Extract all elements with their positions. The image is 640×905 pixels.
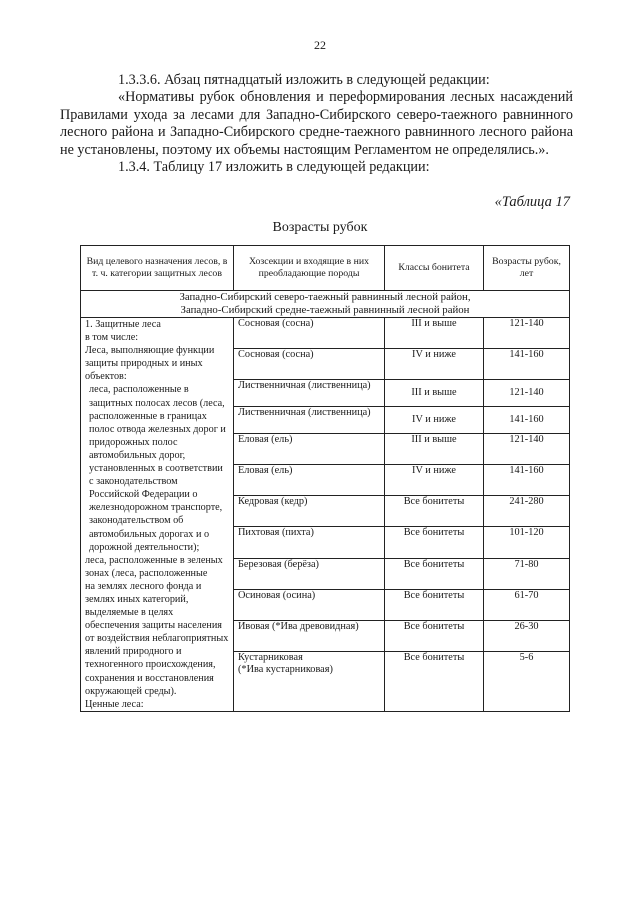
bonitet-cell: IV и ниже	[385, 349, 484, 380]
bonitet-cell: IV и ниже	[385, 407, 484, 434]
paragraph-1336: 1.3.3.6. Абзац пятнадцатый изложить в следующей редакции:	[118, 72, 490, 88]
age-cell: 141-160	[484, 349, 570, 380]
age-cell: 101-120	[484, 527, 570, 558]
region-line-1: Западно-Сибирский северо-таежный равнинный лесной район,	[179, 291, 471, 303]
age-cell: 61-70	[484, 589, 570, 620]
bonitet-cell: Все бонитеты	[385, 527, 484, 558]
age-cell: 121-140	[484, 380, 570, 407]
species-cell: Ивовая (*Ива древовидная)	[234, 620, 385, 651]
bonitet-cell: Все бонитеты	[385, 496, 484, 527]
age-cell: 121-140	[484, 434, 570, 465]
region-cell	[81, 291, 570, 318]
species-cell: Сосновая (сосна)	[234, 349, 385, 380]
species-cell: Березовая (берёза)	[234, 558, 385, 589]
age-cell: 141-160	[484, 465, 570, 496]
purpose-line: с законодательством Российской Федерации о железнодорожном транспорте, законодательством об автомобильных дорогах и о дорожной деятельности);	[89, 476, 223, 553]
bonitet-cell: III и выше	[385, 380, 484, 407]
species-cell: Кедровая (кедр)	[234, 496, 385, 527]
bonitet-cell: Все бонитеты	[385, 620, 484, 651]
species-cell: Еловая (ель)	[234, 465, 385, 496]
cutting-ages-table	[80, 245, 570, 712]
species-cell: Сосновая (сосна)	[234, 318, 385, 349]
paragraph-quote: «Нормативы рубок обновления и переформирования лесных насаждений Правилами ухода за лесами для Западно-Сибирского северо-таежного равнинного лесного района и Западно-Сибирского средне-таежного равнинного лесного района не установлены, поэтому их объемы настоящим Регламентом не определялись.».	[60, 89, 573, 158]
purpose-line: леса, расположенные в защитных полосах лесов (леса, расположенные в границах полос отвода железных дорог и придорожных полос автомобильных дорог, установленных в соответствии	[89, 384, 226, 475]
bonitet-cell: Все бонитеты	[385, 651, 484, 711]
bonitet-cell: III и выше	[385, 434, 484, 465]
table-header-row	[81, 246, 570, 291]
purpose-line: на землях лесного фонда и землях иных категорий, выделяемые в целях обеспечения защиты населения от воздействия неблагоприятных явлений природного и техногенного происхождения, сохранения и восстановления окружающей среды).	[85, 580, 229, 697]
age-cell: 141-160	[484, 407, 570, 434]
table-title: Возрасты рубок	[272, 220, 368, 235]
age-cell: 121-140	[484, 318, 570, 349]
table-caption: «Таблица 17	[494, 194, 570, 210]
bonitet-cell: III и выше	[385, 318, 484, 349]
region-line-2: Западно-Сибирский средне-таежный равнинный лесной район	[180, 304, 470, 316]
purpose-line: в том числе:	[85, 332, 139, 344]
header-age: Возрасты рубок, лет	[484, 246, 570, 291]
bonitet-cell: Все бонитеты	[385, 558, 484, 589]
page-number: 22	[314, 38, 326, 52]
species-cell: Лиственничная (лиственница)	[234, 380, 385, 407]
shrub-species-line-1: Кустарниковая	[238, 651, 303, 663]
bonitet-cell: Все бонитеты	[385, 589, 484, 620]
age-cell: 26-30	[484, 620, 570, 651]
header-bonitet: Классы бонитета	[385, 246, 484, 291]
species-cell: Еловая (ель)	[234, 434, 385, 465]
header-purpose: Вид целевого назначения лесов, в т. ч. категории защитных лесов	[81, 246, 234, 291]
header-species: Хозсекции и входящие в них преобладающие породы	[234, 246, 385, 291]
purpose-cell	[81, 318, 234, 712]
paragraph-134: 1.3.4. Таблицу 17 изложить в следующей редакции:	[118, 159, 430, 176]
age-cell: 5-6	[484, 651, 570, 711]
species-cell: Пихтовая (пихта)	[234, 527, 385, 558]
age-cell: 71-80	[484, 558, 570, 589]
species-cell: Осиновая (осина)	[234, 589, 385, 620]
purpose-line: Ценные леса:	[85, 698, 144, 710]
purpose-line: Леса, выполняющие функции защиты природных и иных объектов:	[85, 345, 215, 383]
age-cell: 241-280	[484, 496, 570, 527]
region-row	[81, 291, 570, 318]
purpose-line: леса, расположенные в зеленых зонах (леса, расположенные	[85, 554, 223, 579]
bonitet-cell: IV и ниже	[385, 465, 484, 496]
species-cell: Лиственничная (лиственница)	[234, 407, 385, 434]
shrub-species-line-2: (*Ива кустарниковая)	[238, 664, 333, 676]
table-row	[81, 318, 570, 349]
purpose-line: 1. Защитные леса	[85, 319, 161, 330]
body-text	[60, 72, 573, 176]
species-cell	[234, 651, 385, 711]
